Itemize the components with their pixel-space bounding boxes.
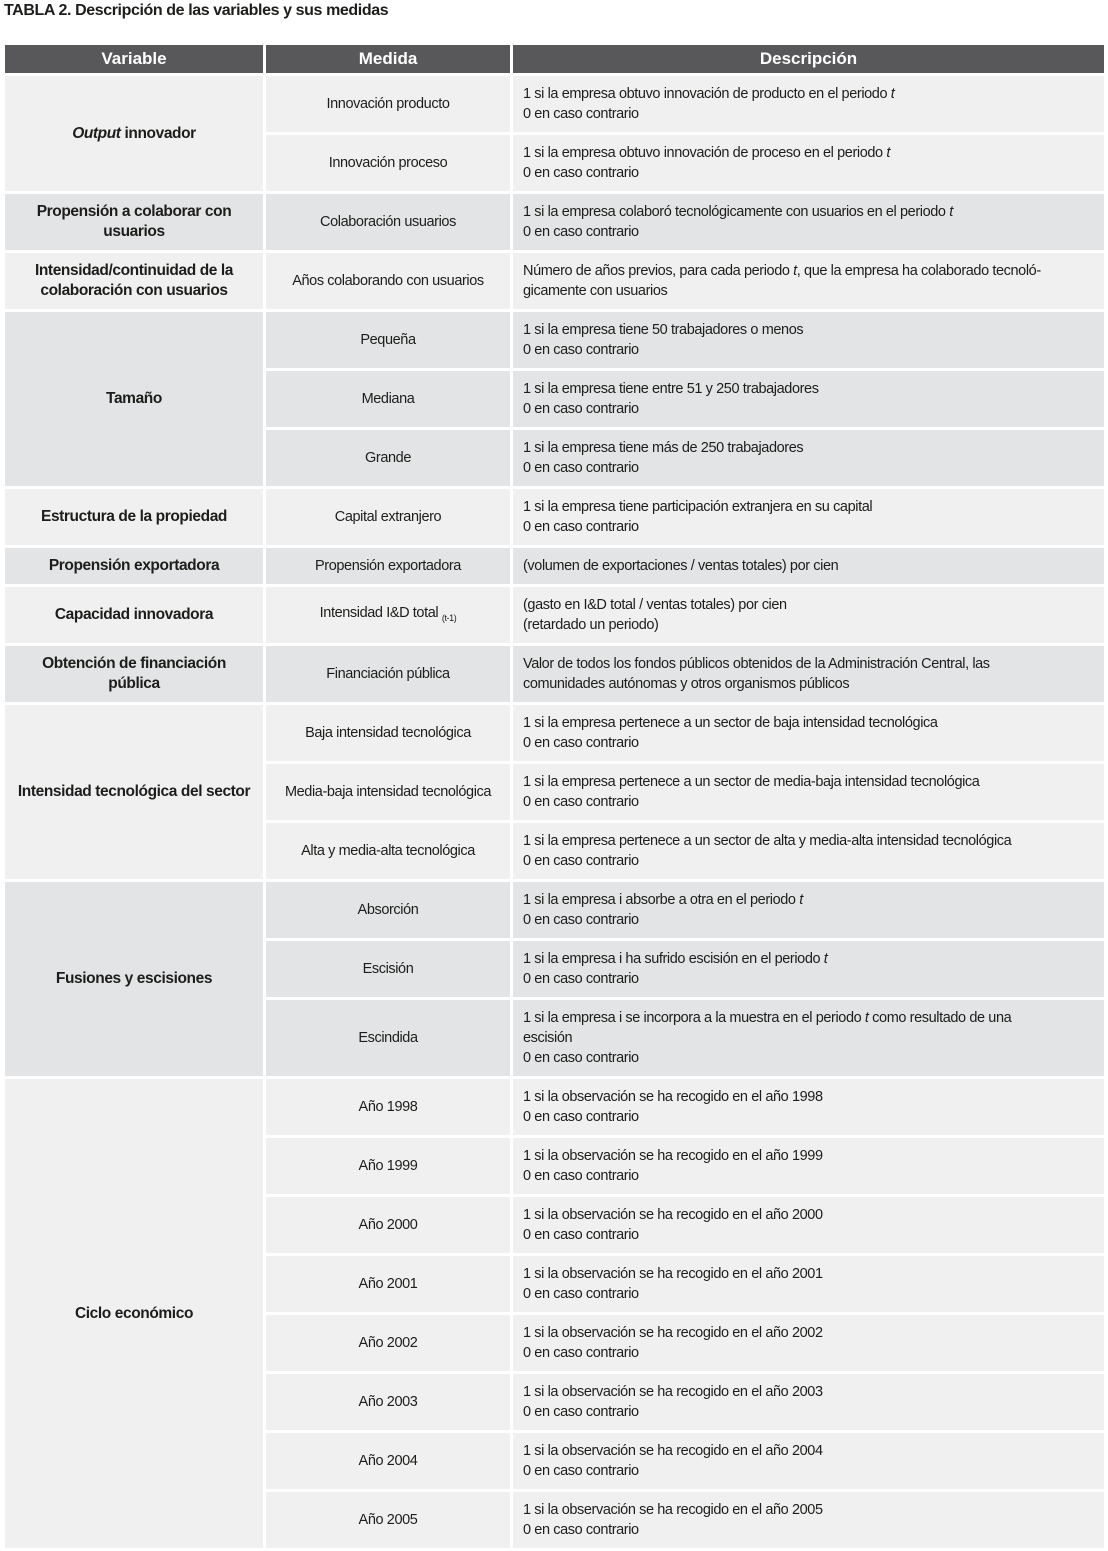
description-line: (retardado un periodo) bbox=[523, 617, 659, 633]
descripcion-cell bbox=[513, 1492, 1104, 1548]
medida-cell: Pequeña bbox=[266, 312, 510, 368]
table-row bbox=[5, 312, 1104, 368]
description-line: 0 en caso contrario bbox=[523, 519, 639, 535]
medida-cell: Absorción bbox=[266, 882, 510, 938]
descripcion-cell bbox=[513, 253, 1104, 309]
description-line: 0 en caso contrario bbox=[523, 401, 639, 417]
medida-cell: Colaboración usuarios bbox=[266, 194, 510, 250]
description-line: 1 si la observación se ha recogido en el año 2004 bbox=[523, 1443, 823, 1459]
italic-text: t bbox=[823, 951, 828, 967]
description-line: 1 si la empresa pertenece a un sector de media-baja intensidad tecnológica bbox=[523, 774, 980, 790]
description-line: 1 si la observación se ha recogido en el año 2003 bbox=[523, 1384, 823, 1400]
descripcion-cell bbox=[513, 764, 1104, 820]
table-row bbox=[5, 253, 1104, 309]
description-line: 1 si la observación se ha recogido en el año 2002 bbox=[523, 1325, 823, 1341]
descripcion-cell bbox=[513, 1197, 1104, 1253]
variable-cell: Estructura de la propiedad bbox=[5, 489, 263, 545]
description-line: 0 en caso contrario bbox=[523, 165, 639, 181]
variable-cell: Ciclo económico bbox=[5, 1079, 263, 1548]
medida-cell: Año 2001 bbox=[266, 1256, 510, 1312]
medida-cell: Año 2003 bbox=[266, 1374, 510, 1430]
medida-cell: Innovación producto bbox=[266, 76, 510, 132]
medida-cell: Año 2005 bbox=[266, 1492, 510, 1548]
description-line: 1 si la observación se ha recogido en el año 2001 bbox=[523, 1266, 823, 1282]
medida-cell: Años colaborando con usuarios bbox=[266, 253, 510, 309]
table-row bbox=[5, 705, 1104, 761]
descripcion-cell bbox=[513, 823, 1104, 879]
description-line: 0 en caso contrario bbox=[523, 912, 639, 928]
description-line: 0 en caso contrario bbox=[523, 1522, 639, 1538]
description-line: 1 si la observación se ha recogido en el año 2000 bbox=[523, 1207, 823, 1223]
description-line: 1 si la empresa tiene participación extranjera en su capital bbox=[523, 499, 873, 515]
variable-cell: Obtención de financiación pública bbox=[5, 646, 263, 702]
descripcion-cell bbox=[513, 430, 1104, 486]
medida-cell: Mediana bbox=[266, 371, 510, 427]
variable-cell: Intensidad/continuidad de la colaboración con usuarios bbox=[5, 253, 263, 309]
description-line: escisión bbox=[523, 1030, 573, 1046]
header-row bbox=[5, 45, 1104, 73]
italic-text: t bbox=[799, 892, 803, 908]
descripcion-cell bbox=[513, 1256, 1104, 1312]
description-line: 1 si la empresa colaboró tecnológicamente con usuarios en el periodo t bbox=[523, 204, 953, 220]
description-line: 1 si la empresa pertenece a un sector de alta y media-alta intensidad tecnológica bbox=[523, 833, 1012, 849]
descripcion-cell bbox=[513, 371, 1104, 427]
description-line: 0 en caso contrario bbox=[523, 1345, 639, 1361]
italic-text: t bbox=[886, 145, 890, 161]
description-line: 0 en caso contrario bbox=[523, 1109, 639, 1125]
table-body bbox=[5, 76, 1104, 1548]
descripcion-cell bbox=[513, 882, 1104, 938]
medida-cell: Año 1999 bbox=[266, 1138, 510, 1194]
descripcion-cell bbox=[513, 135, 1104, 191]
description-line: 0 en caso contrario bbox=[523, 224, 639, 240]
descripcion-cell bbox=[513, 489, 1104, 545]
descripcion-cell bbox=[513, 548, 1104, 584]
descripcion-cell bbox=[513, 1000, 1104, 1076]
descripcion-cell bbox=[513, 1315, 1104, 1371]
description-line: 0 en caso contrario bbox=[523, 1463, 639, 1479]
medida-cell: Baja intensidad tecnológica bbox=[266, 705, 510, 761]
medida-cell: Año 2004 bbox=[266, 1433, 510, 1489]
variable-cell: Intensidad tecnológica del sector bbox=[5, 705, 263, 879]
table-row bbox=[5, 882, 1104, 938]
medida-cell: Escisión bbox=[266, 941, 510, 997]
variable-cell: Propensión a colaborar con usuarios bbox=[5, 194, 263, 250]
variable-cell: Output innovador bbox=[5, 76, 263, 191]
table-row bbox=[5, 489, 1104, 545]
medida-cell: Escindida bbox=[266, 1000, 510, 1076]
variable-cell: Fusiones y escisiones bbox=[5, 882, 263, 1076]
descripcion-cell bbox=[513, 941, 1104, 997]
medida-cell: Año 2000 bbox=[266, 1197, 510, 1253]
description-line: 1 si la empresa obtuvo innovación de proceso en el periodo t bbox=[523, 145, 890, 161]
table-row bbox=[5, 548, 1104, 584]
variables-table bbox=[2, 42, 1107, 1551]
table-row bbox=[5, 587, 1104, 643]
description-line: 1 si la empresa obtuvo innovación de producto en el periodo t bbox=[523, 86, 895, 102]
descripcion-cell bbox=[513, 1079, 1104, 1135]
description-line: 0 en caso contrario bbox=[523, 1050, 639, 1066]
description-line: 1 si la empresa i ha sufrido escisión en el periodo t bbox=[523, 951, 828, 967]
description-line: 1 si la empresa tiene 50 trabajadores o menos bbox=[523, 322, 804, 338]
descripcion-cell bbox=[513, 1138, 1104, 1194]
medida-cell: Año 2002 bbox=[266, 1315, 510, 1371]
description-line: 0 en caso contrario bbox=[523, 794, 639, 810]
italic-text: t bbox=[890, 86, 895, 102]
medida-cell: Alta y media-alta tecnológica bbox=[266, 823, 510, 879]
description-line: 1 si la observación se ha recogido en el año 1999 bbox=[523, 1148, 823, 1164]
medida-cell: Capital extranjero bbox=[266, 489, 510, 545]
italic-text: t bbox=[793, 263, 797, 279]
descripcion-cell bbox=[513, 312, 1104, 368]
description-line: 0 en caso contrario bbox=[523, 342, 639, 358]
descripcion-cell bbox=[513, 587, 1104, 643]
table-row bbox=[5, 646, 1104, 702]
description-line: 0 en caso contrario bbox=[523, 460, 639, 476]
header-medida: Medida bbox=[266, 45, 510, 73]
descripcion-cell bbox=[513, 76, 1104, 132]
description-line: Número de años previos, para cada periodo t, que la empresa ha colaborado tecnoló- bbox=[523, 263, 1041, 279]
description-line: 0 en caso contrario bbox=[523, 853, 639, 869]
description-line: 0 en caso contrario bbox=[523, 106, 639, 122]
variable-cell: Tamaño bbox=[5, 312, 263, 486]
description-line: 0 en caso contrario bbox=[523, 1286, 639, 1302]
medida-cell: Intensidad I&D total $_{(t-1)}$ bbox=[266, 587, 510, 643]
table-row bbox=[5, 1079, 1104, 1135]
medida-cell: Año 1998 bbox=[266, 1079, 510, 1135]
table-row bbox=[5, 76, 1104, 132]
descripcion-cell bbox=[513, 646, 1104, 702]
description-line: 0 en caso contrario bbox=[523, 971, 639, 987]
variable-cell: Propensión exportadora bbox=[5, 548, 263, 584]
table-title: TABLA 2. Descripción de las variables y sus medidas bbox=[4, 2, 389, 19]
description-line: 1 si la empresa i se incorpora a la muestra en el periodo t como resultado de una bbox=[523, 1010, 1012, 1026]
descripcion-cell bbox=[513, 1374, 1104, 1430]
medida-cell: Innovación proceso bbox=[266, 135, 510, 191]
description-line: 1 si la observación se ha recogido en el año 2005 bbox=[523, 1502, 823, 1518]
description-line: Valor de todos los fondos públicos obtenidos de la Administración Central, las bbox=[523, 656, 990, 672]
header-descripcion: Descripción bbox=[513, 45, 1104, 73]
medida-subscript: (t-1) bbox=[441, 612, 457, 623]
medida-cell: Propensión exportadora bbox=[266, 548, 510, 584]
medida-cell: Media-baja intensidad tecnológica bbox=[266, 764, 510, 820]
table-row bbox=[5, 194, 1104, 250]
description-line: (volumen de exportaciones / ventas totales) por cien bbox=[523, 558, 839, 574]
descripcion-cell bbox=[513, 194, 1104, 250]
medida-cell: Financiación pública bbox=[266, 646, 510, 702]
italic-text: t bbox=[864, 1010, 869, 1026]
italic-text: t bbox=[949, 204, 953, 220]
description-line: 1 si la empresa pertenece a un sector de baja intensidad tecnológica bbox=[523, 715, 938, 731]
description-line: gicamente con usuarios bbox=[523, 283, 668, 299]
descripcion-cell bbox=[513, 1433, 1104, 1489]
description-line: 0 en caso contrario bbox=[523, 735, 639, 751]
description-line: 1 si la empresa tiene más de 250 trabajadores bbox=[523, 440, 804, 456]
italic-text: Output bbox=[72, 124, 121, 142]
header-variable: Variable bbox=[5, 45, 263, 73]
description-line: 0 en caso contrario bbox=[523, 1168, 639, 1184]
description-line: 1 si la empresa i absorbe a otra en el periodo t bbox=[523, 892, 803, 908]
description-line: 1 si la empresa tiene entre 51 y 250 trabajadores bbox=[523, 381, 819, 397]
description-line: 1 si la observación se ha recogido en el año 1998 bbox=[523, 1089, 823, 1105]
description-line: 0 en caso contrario bbox=[523, 1404, 639, 1420]
variable-cell: Capacidad innovadora bbox=[5, 587, 263, 643]
description-line: 0 en caso contrario bbox=[523, 1227, 639, 1243]
descripcion-cell bbox=[513, 705, 1104, 761]
medida-cell: Grande bbox=[266, 430, 510, 486]
description-line: (gasto en I&D total / ventas totales) por cien bbox=[523, 597, 787, 613]
description-line: comunidades autónomas y otros organismos públicos bbox=[523, 676, 850, 692]
